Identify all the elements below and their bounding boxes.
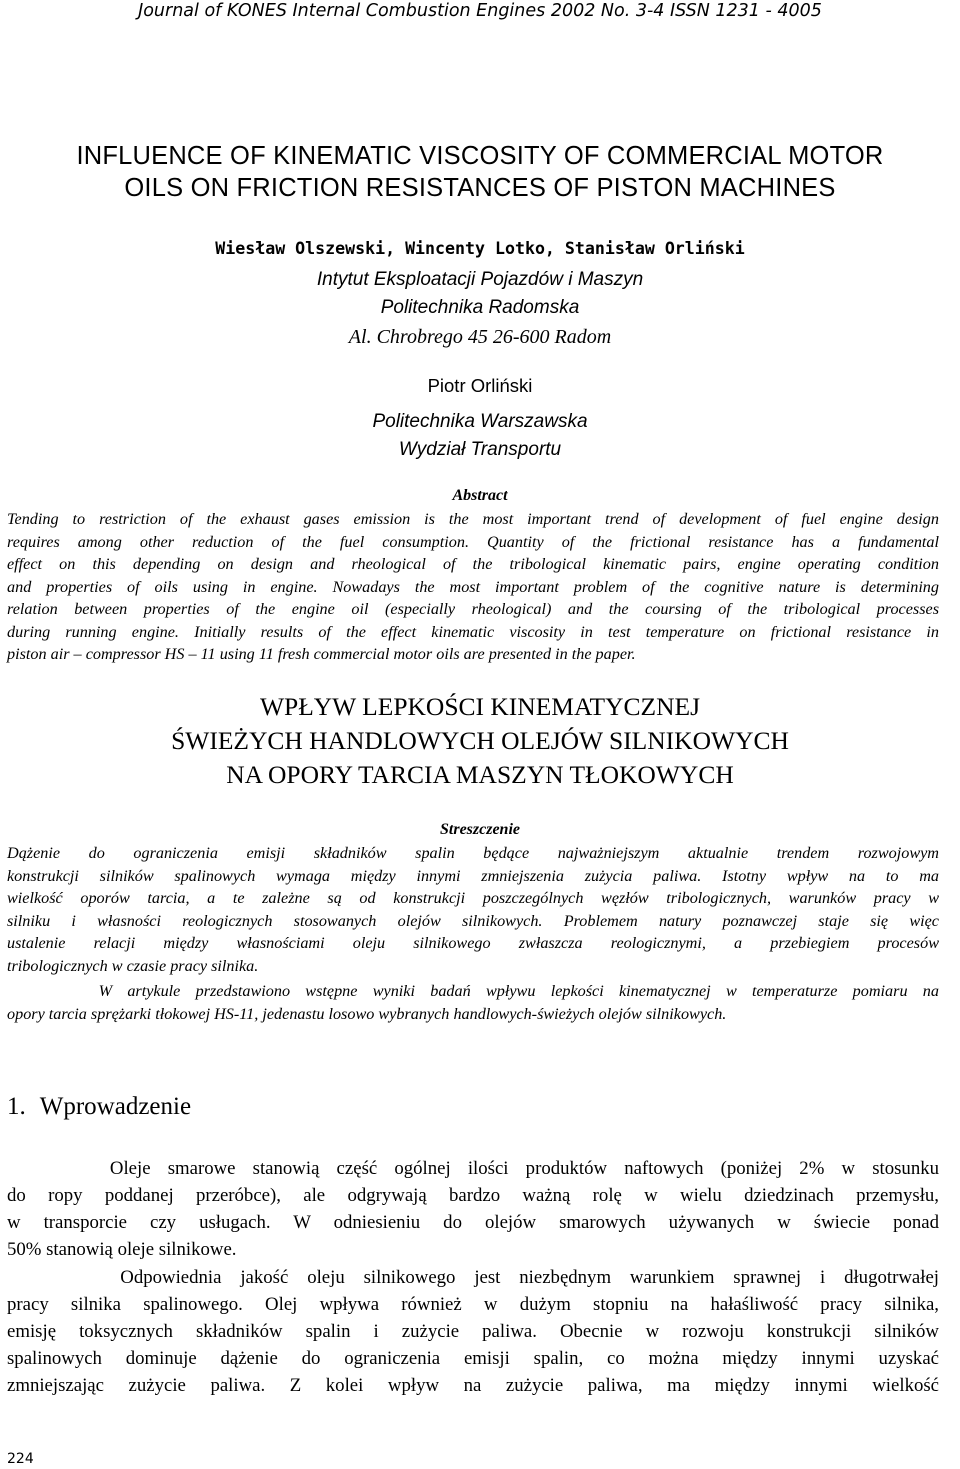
polish-title <box>0 690 960 792</box>
affiliation-1-university: Politechnika Radomska <box>380 297 580 318</box>
streszczenie-text-2 <box>7 980 939 1025</box>
affiliation-2-faculty: Wydział Transportu <box>398 439 562 460</box>
body-line: spalinowych dominuje dążenie do ograniczenia emisji spalin, co można między innymi uzyskać <box>7 1348 939 1369</box>
english-title-line-1: INFLUENCE OF KINEMATIC VISCOSITY OF COMMERCIAL MOTOR <box>76 142 884 170</box>
abstract-line: effect on this depending on design and rheological of the tribological kinematic pairs, engine operating condition <box>7 555 939 573</box>
streszczenie-line: silniku i własności reologicznych stosowanych olejów silnikowych. Problemem natury poznawczej staje się więc <box>7 911 939 930</box>
body-line: emisję toksycznych składników spalin i zużycie paliwa. Obecnie w rozwoju konstrukcji silników <box>7 1321 939 1342</box>
page-number: 224 <box>7 1451 34 1467</box>
polish-title-line-1: WPŁYW LEPKOŚCI KINEMATYCZNEJ <box>259 692 701 721</box>
body-line: zmniejszając zużycie paliwa. Z kolei wpływ na zużycie paliwa, ma między innymi wielkość <box>7 1375 939 1396</box>
streszczenie-line: konstrukcji silników spalinowych wymaga między innymi zmniejszenia zużycia paliwa. Istotny wpływ na to ma <box>7 866 939 885</box>
author-list: Wiesław Olszewski, Wincenty Lotko, Stanisław Orliński <box>215 239 745 258</box>
abstract-line: during running engine. Initially results of the effect kinematic viscosity in test temperature on frictional resistance in <box>7 622 939 641</box>
streszczenie-line: tribologicznych w czasie pracy silnika. <box>7 956 259 975</box>
journal-header: Journal of KONES Internal Combustion Engines 2002 No. 3-4 ISSN 1231 - 4005 <box>138 1 822 21</box>
section-title: Wprowadzenie <box>39 1093 192 1120</box>
body-line: pracy silnika spalinowego. Olej wpływa również w dużym stopniu na hałaśliwość pracy silnika, <box>7 1294 939 1315</box>
section-number: 1. <box>7 1093 26 1120</box>
streszczenie-line: ustalenie relacji między własnościami oleju silnikowego zwłaszcza reologicznymi, a przebiegiem procesów <box>7 934 939 952</box>
streszczenie-line: wielkość oporów tarcia, a te zależne są od konstrukcji poszczególnych węzłów tribologicznych, warunków pracy w <box>7 889 939 907</box>
body-paragraph-2 <box>7 1264 939 1399</box>
affiliation-1 <box>0 266 960 322</box>
affiliation-1-address: Al. Chrobrego 45 26-600 Radom <box>348 326 612 348</box>
abstract-line: piston air – compressor HS – 11 using 11 fresh commercial motor oils are presented in the paper. <box>7 645 636 663</box>
body-line: Oleje smarowe stanowią część ogólnej ilości produktów naftowych (poniżej 2% w stosunku <box>7 1158 939 1179</box>
body-line: w transporcie czy usługach. W odniesieniu do olejów smarowych używanych w świecie ponad <box>7 1212 939 1233</box>
body-line: do ropy poddanej przeróbce), ale odgrywają bardzo ważną rolę w wielu dziedzinach przemysłu, <box>7 1185 939 1206</box>
body-line: 50% stanowią oleje silnikowe. <box>7 1239 237 1260</box>
english-title-line-2: OILS ON FRICTION RESISTANCES OF PISTON MACHINES <box>124 174 836 202</box>
polish-title-line-2: ŚWIEŻYCH HANDLOWYCH OLEJÓW SILNIKOWYCH <box>171 726 789 755</box>
streszczenie-line: W artykule przedstawiono wstępne wyniki badań wpływu lepkości kinematycznej w temperaturze pomiaru na <box>7 982 939 1000</box>
second-author: Piotr Orliński <box>427 375 533 396</box>
abstract-text <box>7 508 939 666</box>
abstract-line: Tending to restriction of the exhaust gases emission is the most important trend of development of fuel engine design <box>7 510 939 528</box>
english-title <box>0 140 960 204</box>
abstract-line: requires among other reduction of the fuel consumption. Quantity of the frictional resistance has a fundamental <box>7 532 939 551</box>
polish-title-line-3: NA OPORY TARCIA MASZYN TŁOKOWYCH <box>226 760 734 789</box>
body-paragraph-1 <box>7 1155 939 1263</box>
section-heading <box>7 1090 191 1124</box>
abstract-line: and properties of oils using in engine. Nowadays the most important problem of the cognitive nature is determining <box>7 577 939 596</box>
streszczenie-line: opory tarcia sprężarki tłokowej HS-11, jedenastu losowo wybranych handlowych-świeżych olejów silnikowych. <box>7 1004 727 1023</box>
abstract-heading: Abstract <box>452 487 508 504</box>
affiliation-2-university: Politechnika Warszawska <box>372 411 588 432</box>
streszczenie-line: Dążenie do ograniczenia emisji składników spalin będące najważniejszym aktualnie trendem rozwojowym <box>7 844 939 862</box>
streszczenie-text <box>7 842 939 977</box>
body-line: Odpowiednia jakość oleju silnikowego jest niezbędnym warunkiem sprawnej i długotrwałej <box>7 1267 939 1288</box>
streszczenie-heading: Streszczenie <box>440 821 520 838</box>
abstract-line: relation between properties of the engine oil (especially rheological) and the coursing of the tribological processes <box>7 600 939 618</box>
affiliation-1-institute: Intytut Eksploatacji Pojazdów i Maszyn <box>316 269 644 290</box>
affiliation-2 <box>0 408 960 464</box>
